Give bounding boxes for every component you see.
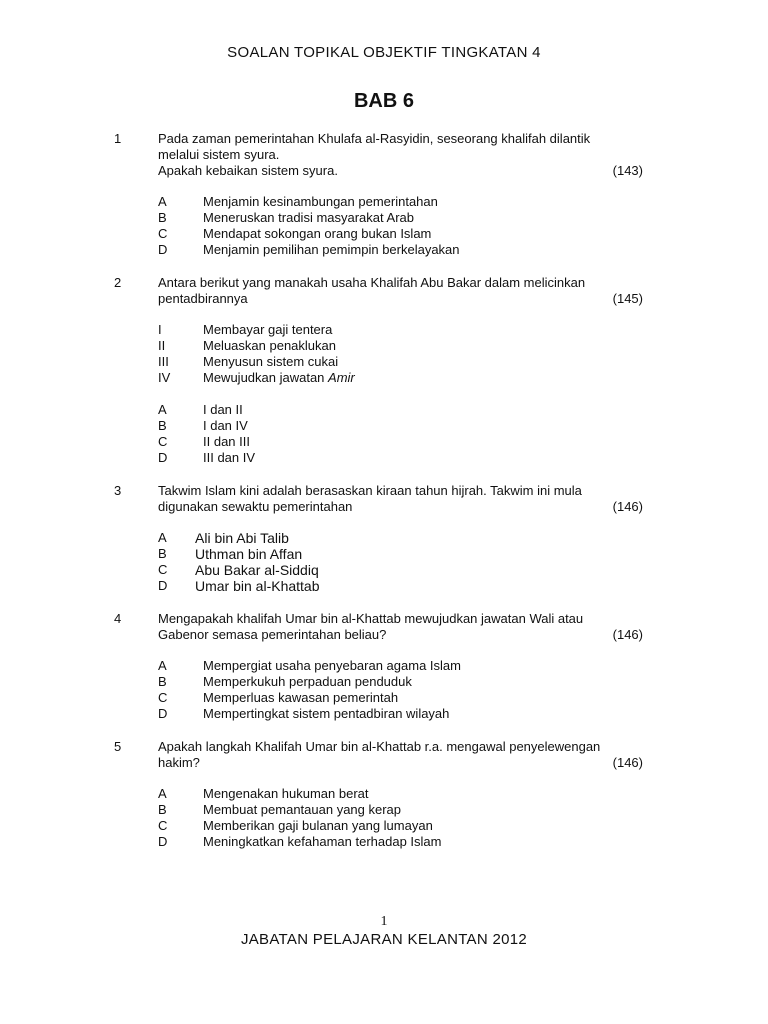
statement-label: II (158, 338, 166, 353)
option-label: A (158, 402, 167, 417)
answer-option (158, 834, 643, 850)
page-reference: (145) (612, 291, 643, 306)
statement (158, 322, 643, 338)
option-text: Uthman bin Affan (195, 546, 303, 562)
answer-option (158, 802, 643, 818)
statement-text: Meluaskan penaklukan (203, 338, 336, 353)
answer-options (158, 402, 643, 466)
answer-option (158, 706, 643, 722)
document-footer: JABATAN PELAJARAN KELANTAN 2012 (240, 931, 528, 948)
answer-option (158, 210, 643, 226)
answer-option (158, 434, 643, 450)
option-label: C (158, 226, 168, 241)
option-text: Membuat pemantauan yang kerap (203, 802, 402, 817)
question-line-with-mark (158, 163, 643, 179)
question-line: Apakah langkah Khalifah Umar bin al-Khattab r.a. mengawal penyelewengan (158, 739, 601, 754)
statement-text: Membayar gaji tentera (203, 322, 333, 337)
option-label: D (158, 578, 168, 593)
page-number: 1 (380, 914, 388, 929)
question-number: 2 (114, 275, 122, 290)
statement-text (203, 370, 355, 386)
statement-text-italic: Amir (328, 370, 355, 385)
option-text: Ali bin Abi Talib (195, 530, 289, 546)
answer-option (158, 194, 643, 210)
page-reference: (146) (612, 499, 643, 514)
option-text: Umar bin al-Khattab (195, 578, 320, 594)
option-text: Mempertingkat sistem pentadbiran wilayah (203, 706, 450, 721)
answer-option (158, 402, 643, 418)
option-label: C (158, 562, 168, 577)
answer-options (158, 658, 643, 722)
option-text: Menjamin pemilihan pemimpin berkelayakan (203, 242, 460, 257)
option-text: Abu Bakar al-Siddiq (195, 562, 319, 578)
option-text: Mengenakan hukuman berat (203, 786, 369, 801)
option-label: A (158, 530, 167, 545)
statement-label: III (158, 354, 169, 369)
question-line: melalui sistem syura. (158, 147, 280, 162)
option-text: Meneruskan tradisi masyarakat Arab (203, 210, 414, 225)
question-line-with-mark (158, 627, 643, 643)
chapter-title: BAB 6 (353, 90, 414, 112)
question-number: 3 (114, 483, 122, 498)
statement-label: I (158, 322, 162, 337)
option-label: A (158, 194, 167, 209)
question-line: hakim? (158, 755, 200, 770)
question-stem (158, 131, 643, 179)
option-label: C (158, 690, 168, 705)
option-label: C (158, 818, 168, 833)
question-line: Pada zaman pemerintahan Khulafa al-Rasyidin, seseorang khalifah dilantik (158, 131, 591, 146)
question-number: 4 (114, 611, 122, 626)
page-reference: (146) (612, 755, 643, 770)
question-line: Apakah kebaikan sistem syura. (158, 163, 338, 178)
option-text: Memberikan gaji bulanan yang lumayan (203, 818, 433, 833)
question-stem (158, 275, 643, 307)
question-number: 5 (114, 739, 122, 754)
option-label: D (158, 242, 168, 257)
answer-option (158, 450, 643, 466)
answer-option (158, 674, 643, 690)
question-stem (158, 739, 643, 771)
answer-option (158, 226, 643, 242)
question-line: Gabenor semasa pemerintahan beliau? (158, 627, 387, 642)
option-label: B (158, 210, 167, 225)
option-text: Memperluas kawasan pemerintah (203, 690, 399, 705)
answer-option (158, 818, 643, 834)
page-reference: (146) (612, 627, 643, 642)
option-text: II dan III (203, 434, 250, 449)
option-label: B (158, 802, 167, 817)
answer-option (158, 786, 643, 802)
statement (158, 354, 643, 370)
answer-option (158, 418, 643, 434)
question-line-with-mark (158, 499, 643, 515)
option-text: III dan IV (203, 450, 256, 465)
answer-option (158, 530, 643, 546)
option-label: D (158, 706, 168, 721)
statement (158, 338, 643, 354)
option-label: B (158, 546, 167, 561)
answer-option (158, 578, 643, 594)
question-number: 1 (114, 131, 122, 146)
answer-option (158, 546, 643, 562)
answer-option (158, 562, 643, 578)
option-text: Mempergiat usaha penyebaran agama Islam (203, 658, 461, 673)
statement-text-plain: Mewujudkan jawatan (203, 370, 329, 385)
statement-label: IV (158, 370, 171, 385)
document-header: SOALAN TOPIKAL OBJEKTIF TINGKATAN 4 (227, 44, 541, 61)
option-label: B (158, 418, 167, 433)
question-line: Takwim Islam kini adalah berasaskan kiraan tahun hijrah. Takwim ini mula (158, 483, 582, 498)
question-line: Antara berikut yang manakah usaha Khalifah Abu Bakar dalam melicinkan (158, 275, 586, 290)
option-text: Mendapat sokongan orang bukan Islam (203, 226, 432, 241)
option-label: A (158, 658, 167, 673)
question-line-with-mark (158, 291, 643, 307)
question-line: pentadbirannya (158, 291, 248, 306)
question-line: Mengapakah khalifah Umar bin al-Khattab mewujudkan jawatan Wali atau (158, 611, 584, 626)
answer-options (158, 530, 643, 594)
option-text: Memperkukuh perpaduan penduduk (203, 674, 412, 689)
option-label: A (158, 786, 167, 801)
option-text: I dan IV (203, 418, 248, 433)
option-text: Meningkatkan kefahaman terhadap Islam (203, 834, 442, 849)
statement (158, 370, 643, 386)
statement-list (158, 322, 643, 386)
answer-options (158, 786, 643, 850)
answer-option (158, 690, 643, 706)
answer-option (158, 658, 643, 674)
page-reference: (143) (612, 163, 643, 178)
option-label: B (158, 674, 167, 689)
option-label: D (158, 834, 168, 849)
option-text: Menjamin kesinambungan pemerintahan (203, 194, 438, 209)
question-line-with-mark (158, 755, 643, 771)
question-stem (158, 611, 643, 643)
answer-option (158, 242, 643, 258)
option-label: C (158, 434, 168, 449)
option-text: I dan II (203, 402, 243, 417)
answer-options (158, 194, 643, 258)
option-label: D (158, 450, 168, 465)
question-line: digunakan sewaktu pemerintahan (158, 499, 353, 514)
question-stem (158, 483, 643, 515)
statement-text: Menyusun sistem cukai (203, 354, 339, 369)
